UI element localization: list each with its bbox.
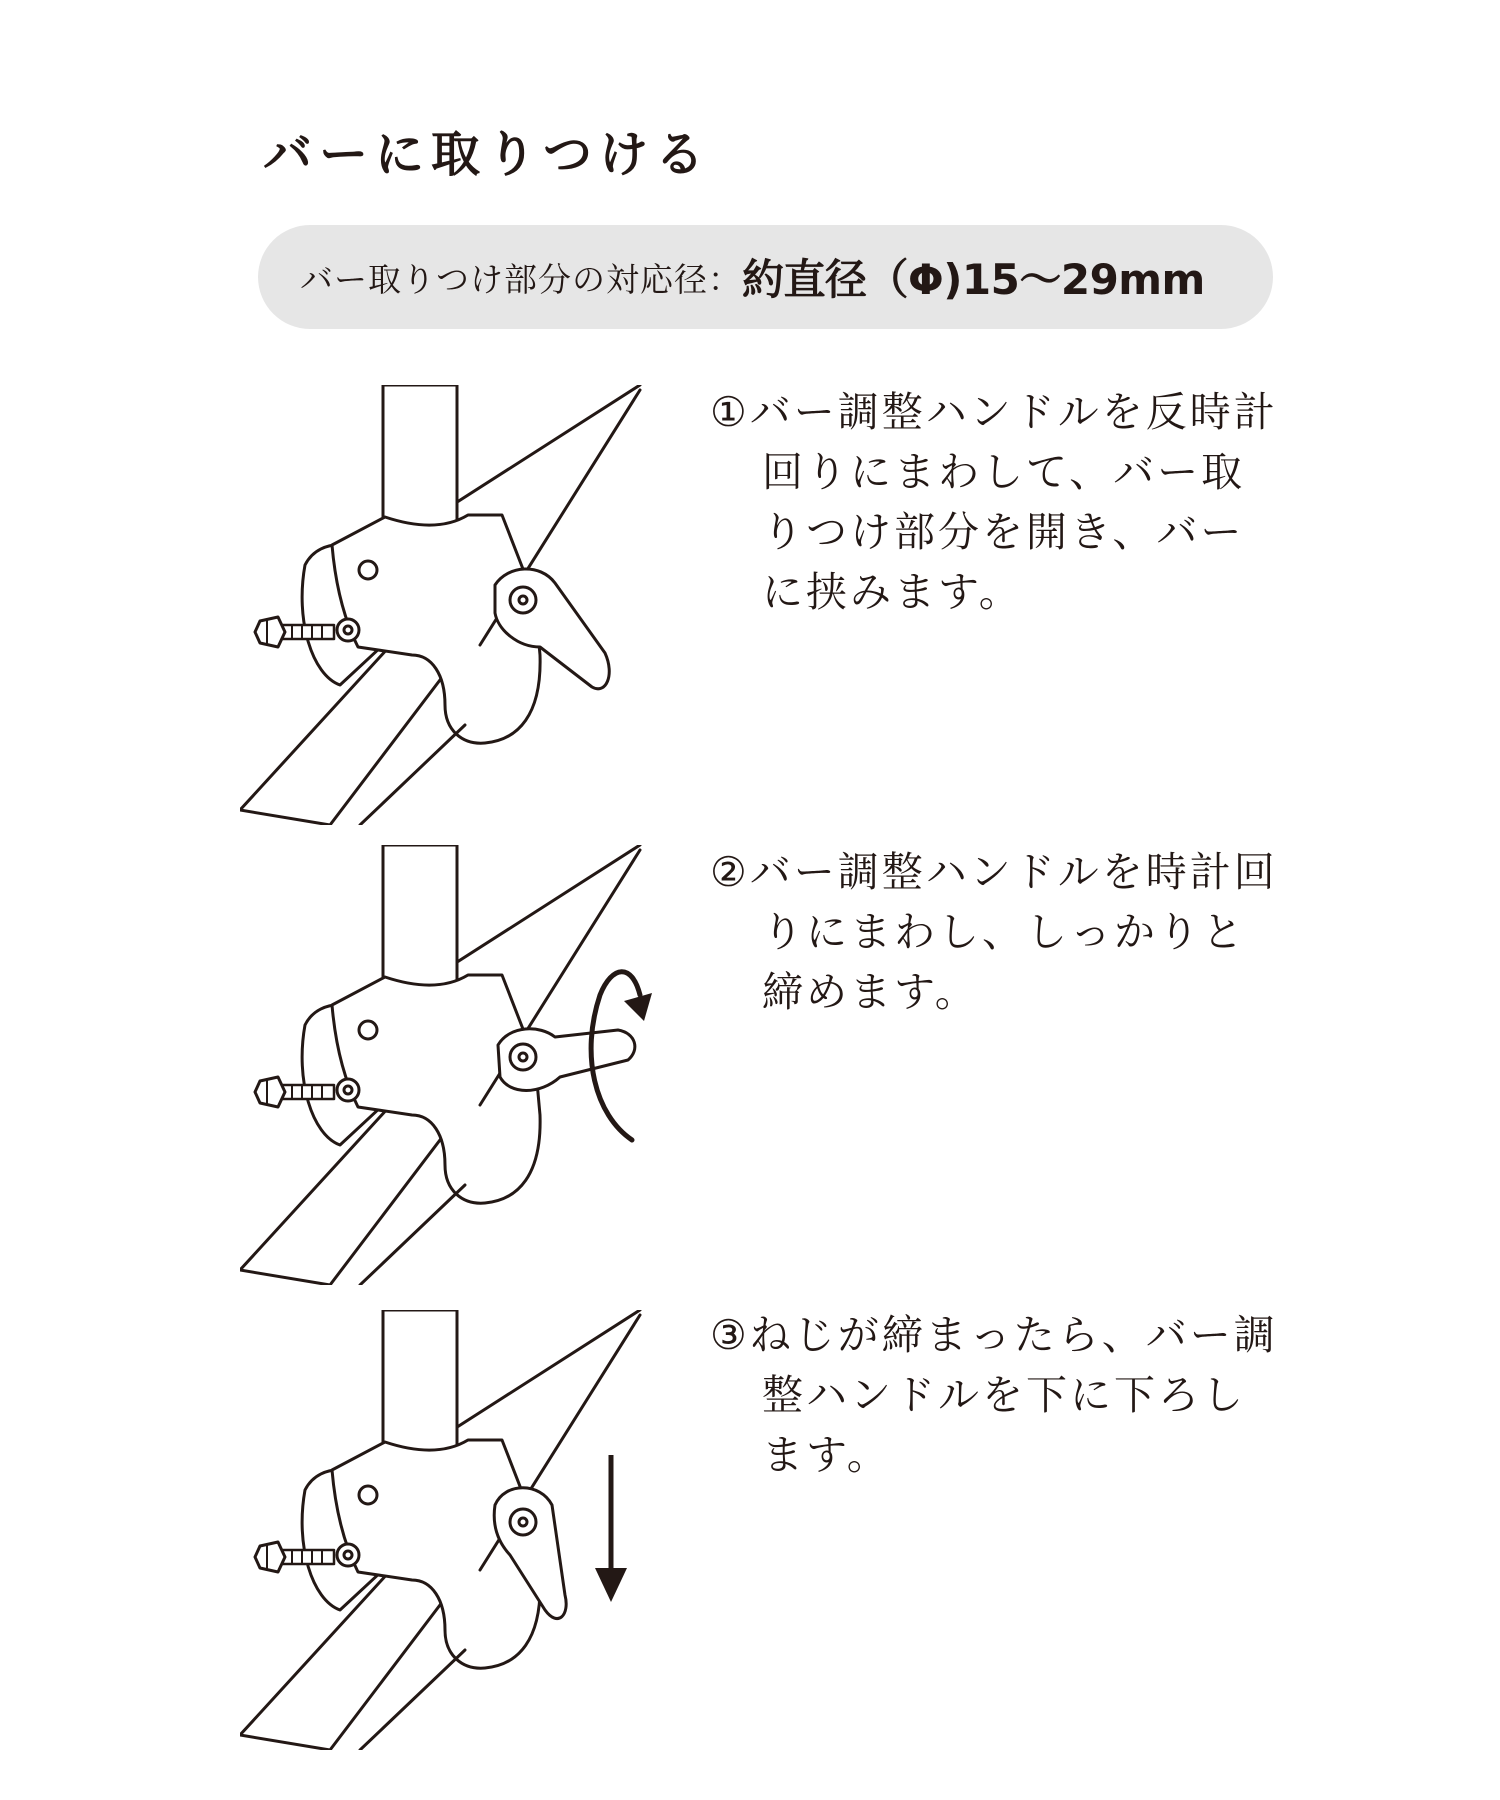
down-arrow-icon [595,1455,627,1602]
supported-diameter-banner [258,225,1273,329]
supported-diameter-label: バー取りつけ部分の対応径： [300,259,742,299]
clamp-lower-handle-illustration [240,1310,660,1750]
step-1-text: ①バー調整ハンドルを反時計回りにまわして、バー取りつけ部分を開き、バーに挟みます。 [710,388,1278,616]
step-3-text: ③ねじが締まったら、バー調整ハンドルを下に下ろします。 [710,1311,1278,1479]
page-title: バーに取りつける [263,126,712,183]
supported-diameter-value: 約直径（Φ)15～29mm [742,255,1205,304]
step-2-text: ②バー調整ハンドルを時計回りにまわし、しっかりと締めます。 [710,848,1278,1016]
clamp-open-illustration [240,385,660,825]
clamp-tighten-illustration [240,845,660,1285]
